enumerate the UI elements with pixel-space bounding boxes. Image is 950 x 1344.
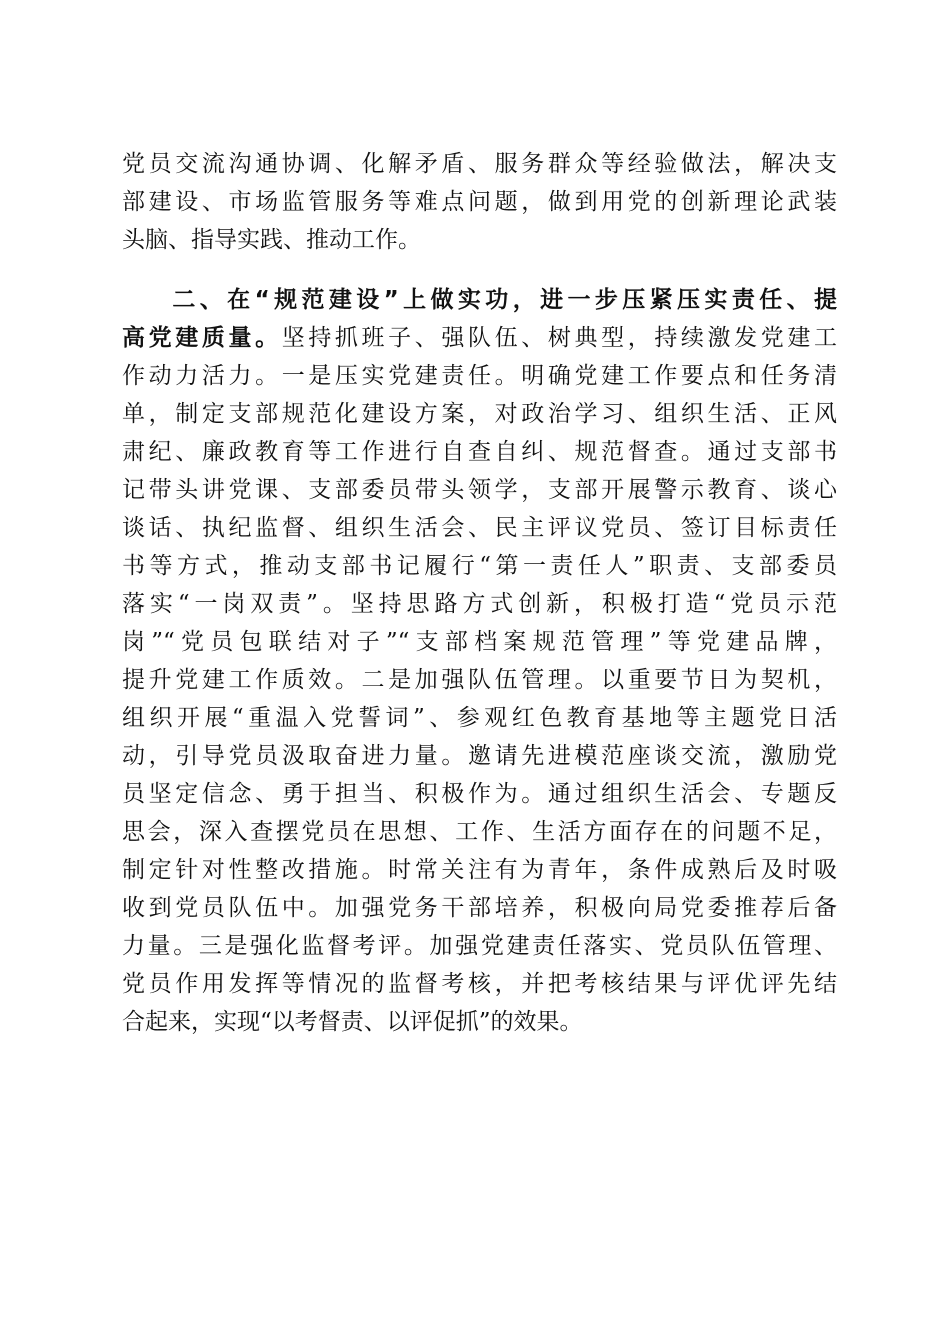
text-line: 部建设、市场监管服务等难点问题，做到用党的创新理论武装 — [122, 189, 837, 215]
text-line: 力量。三是强化监督考评。加强党建责任落实、党员队伍管理、 — [122, 933, 837, 959]
text-line-rest: 坚持抓班子、强队伍、树典型，持续激发党建工 — [281, 325, 837, 351]
text-line: 组织开展“重温入党誓词”、参观红色教育基地等主题党日活 — [122, 705, 837, 731]
text-line — [122, 319, 837, 357]
text-line: 员坚定信念、勇于担当、积极作为。通过组织生活会、专题反 — [122, 781, 837, 807]
text-line: 书等方式，推动支部书记履行“第一责任人”职责、支部委员 — [122, 553, 837, 579]
section-heading-text: 二、在“规范建设”上做实功，进一步压紧压实责任、提 — [168, 287, 837, 313]
text-line: 思会，深入查摆党员在思想、工作、生活方面存在的问题不足， — [122, 819, 837, 845]
paragraph-continuation — [122, 145, 837, 259]
text-line: 岗”“党员包联结对子”“支部档案规范管理”等党建品牌， — [122, 629, 837, 655]
text-line: 合起来，实现“以考督责、以评促抓”的效果。 — [122, 1009, 583, 1035]
text-line: 肃纪、廉政教育等工作进行自查自纠、规范督查。通过支部书 — [122, 439, 837, 465]
text-line: 收到党员队伍中。加强党务干部培养，积极向局党委推荐后备 — [122, 895, 837, 921]
text-line: 记带头讲党课、支部委员带头领学，支部开展警示教育、谈心 — [122, 477, 837, 503]
text-line: 作动力活力。一是压实党建责任。明确党建工作要点和任务清 — [122, 363, 837, 389]
text-line: 制定针对性整改措施。时常关注有为青年，条件成熟后及时吸 — [122, 857, 837, 883]
text-line: 单，制定支部规范化建设方案，对政治学习、组织生活、正风 — [122, 401, 837, 427]
text-line: 党员作用发挥等情况的监督考核，并把考核结果与评优评先结 — [122, 971, 837, 997]
text-line: 动，引导党员汲取奋进力量。邀请先进模范座谈交流，激励党 — [122, 743, 837, 769]
text-line: 头脑、指导实践、推动工作。 — [122, 227, 421, 253]
section-heading-end: 高党建质量。 — [122, 325, 282, 351]
text-line: 落实“一岗双责”。坚持思路方式创新，积极打造“党员示范 — [122, 591, 837, 617]
paragraph-section-two — [122, 281, 837, 1041]
text-line: 党员交流沟通协调、化解矛盾、服务群众等经验做法，解决支 — [122, 151, 837, 177]
text-line: 提升党建工作质效。二是加强队伍管理。以重要节日为契机， — [122, 667, 837, 693]
section-heading — [122, 281, 837, 319]
text-line: 谈话、执纪监督、组织生活会、民主评议党员、签订目标责任 — [122, 515, 837, 541]
